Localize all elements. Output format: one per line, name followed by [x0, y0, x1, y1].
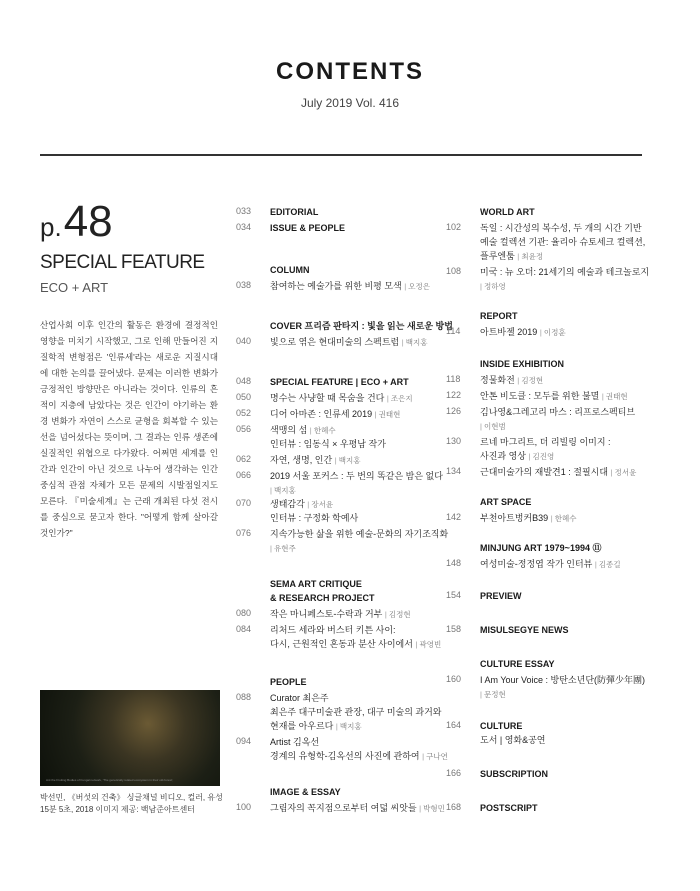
toc-page-number: 094 — [236, 736, 252, 746]
toc-author: | 유현주 — [270, 544, 296, 553]
photo-caption-line: 15분 5초, 2018 이미지 제공: 백남준아트센터 — [40, 805, 195, 814]
toc-section-heading: INSIDE EXHIBITION — [480, 359, 565, 369]
toc-page-number: 114 — [446, 326, 461, 336]
toc-entry-text — [480, 466, 656, 479]
toc-author: | 오정은 — [404, 282, 430, 291]
masthead — [0, 58, 700, 110]
toc-page-number: 088 — [236, 692, 252, 702]
toc-section-heading: ISSUE & PEOPLE — [270, 223, 346, 233]
toc-section-heading: PEOPLE — [270, 677, 307, 687]
toc-entry-text — [480, 374, 656, 387]
toc-page-number: 066 — [236, 470, 252, 480]
toc-author: | 권태현 — [375, 410, 401, 419]
toc-entry-title: 여성미술-정정엽 작가 인터뷰 — [480, 559, 593, 569]
toc-entry-title: 자연, 생명, 인간 — [270, 455, 333, 465]
toc-page-number: 062 — [236, 454, 252, 464]
toc-section-heading: COVER 프리즘 판타지 : 빛을 읽는 새로운 방법 — [270, 321, 453, 331]
issue-info: July 2019 Vol. 416 — [300, 96, 400, 110]
toc-entry-text — [480, 624, 656, 637]
toc-entry-text — [480, 658, 656, 671]
toc-author: | 김진영 — [529, 452, 555, 461]
toc-page-number: 033 — [236, 206, 252, 216]
toc-entry-title: 경계의 유형학-김옥선의 사진에 관하여 — [270, 751, 420, 761]
toc-entry-text — [270, 786, 464, 799]
toc-page-number: 166 — [446, 768, 462, 778]
toc-entry-text — [270, 438, 464, 451]
toc-author: | 백지홍 — [270, 486, 296, 495]
toc-section-heading: SUBSCRIPTION — [480, 769, 549, 779]
toc-entry-title: 인터뷰 : 구정화 학예사 — [270, 513, 359, 523]
toc-section-heading: WORLD ART — [480, 207, 535, 217]
toc-entry-title: 부천아트벙커B39 — [480, 513, 549, 523]
toc-entry-title: 참여하는 예술가를 위한 비평 모색 — [270, 281, 402, 291]
toc-entry-text — [480, 436, 656, 449]
toc-author: | 김정현 — [385, 610, 411, 619]
toc-entry-text — [480, 250, 656, 263]
toc-author: | 장서윤 — [307, 500, 333, 509]
toc-author: | 이정훈 — [540, 328, 566, 337]
toc-page-number: 164 — [446, 720, 462, 730]
toc-entry-title: 정물화전 — [480, 375, 515, 385]
toc-page-number: 126 — [446, 406, 462, 416]
toc-entry-text — [480, 390, 656, 403]
toc-entry-title: 아트바젤 2019 — [480, 327, 538, 337]
toc-author: | 한혜수 — [551, 514, 577, 523]
toc-entry-text — [480, 734, 656, 747]
toc-page-number: 052 — [236, 408, 252, 418]
toc-entry-title: 플루엔툼 — [480, 251, 515, 261]
feature-photo — [40, 690, 220, 786]
toc-entry-text — [480, 768, 656, 781]
toc-entry-text — [480, 206, 656, 219]
toc-entry-text — [480, 266, 656, 279]
toc-author: | 곽영빈 — [415, 640, 441, 649]
toc-author: | 김종길 — [595, 560, 621, 569]
feature-title: SPECIAL FEATURE — [40, 252, 205, 273]
toc-page-number: 034 — [236, 222, 252, 232]
toc-entry-text — [480, 450, 656, 463]
toc-entry-text — [480, 406, 656, 419]
toc-entry-title: 현재를 아우르다 — [270, 721, 334, 731]
toc-entry-text — [270, 638, 464, 651]
toc-author: | 정하영 — [480, 282, 506, 291]
toc-entry-text — [480, 542, 656, 555]
toc-entry-title: 근대미술가의 재발견1 : 절필시대 — [480, 467, 609, 477]
toc-entry-text — [480, 420, 656, 433]
toc-entry-title: 리처드 세라와 버스터 키튼 사이: — [270, 625, 396, 635]
toc-page-number: 130 — [446, 436, 462, 446]
toc-page-number: 108 — [446, 266, 462, 276]
toc-entry-title: 빛으로 엮은 현대미술의 스펙트럼 — [270, 337, 400, 347]
toc-entry-text — [270, 280, 464, 293]
toc-author: | 한혜수 — [310, 426, 336, 435]
toc-entry-text — [270, 706, 464, 719]
toc-entry-title: 색맹의 섬 — [270, 425, 308, 435]
toc-entry-text — [480, 558, 656, 571]
toc-entry-title: 르네 마그리트, 더 리빌링 이미지 : — [480, 437, 611, 447]
toc-entry-title: 김나영&그레고리 마스 : 리프로스펙티브 — [480, 407, 636, 417]
toc-entry-title: 작은 마니페스토-수락과 거부 — [270, 609, 383, 619]
toc-page-number: 040 — [236, 336, 252, 346]
toc-entry-text — [480, 326, 656, 339]
toc-entry-text — [270, 692, 464, 705]
toc-entry-text — [270, 424, 464, 437]
toc-section-heading: MINJUNG ART 1979~1994 ⑪ — [480, 543, 602, 553]
toc-entry-text — [270, 454, 464, 467]
toc-entry-title: 안톤 비도클 : 모두를 위한 불멸 — [480, 391, 600, 401]
toc-entry-title: 도서 | 영화&공연 — [480, 735, 546, 745]
toc-page-number: 070 — [236, 498, 252, 508]
toc-entry-text — [270, 264, 464, 277]
toc-entry-text — [270, 408, 464, 421]
toc-author: | 구나연 — [422, 752, 448, 761]
toc-entry-text — [270, 736, 464, 749]
toc-page-number: 080 — [236, 608, 252, 618]
toc-entry-text — [270, 542, 464, 555]
toc-page-number: 102 — [446, 222, 462, 232]
contents-title: CONTENTS — [276, 58, 424, 85]
toc-author: | 김정현 — [517, 376, 543, 385]
toc-entry-text — [270, 470, 464, 483]
photo-caption-line: 박선민, 《버섯의 건축》 싱글채널 비디오, 컬러, 유성 — [40, 793, 223, 802]
toc-author: | 백지홍 — [336, 722, 362, 731]
toc-entry-title: 그림자의 꼭지점으로부터 여덟 씨앗들 — [270, 803, 417, 813]
toc-entry-text — [480, 802, 656, 815]
toc-section-heading: EDITORIAL — [270, 207, 319, 217]
toc-entry-text — [480, 358, 656, 371]
toc-entry-text — [270, 336, 464, 349]
toc-page-number: 158 — [446, 624, 462, 634]
toc-entry-title: 생태감각 — [270, 499, 305, 509]
toc-entry-text — [270, 512, 464, 525]
header-divider — [40, 154, 642, 156]
toc-section-heading: REPORT — [480, 311, 518, 321]
photo-caption — [40, 792, 224, 816]
toc-entry-text — [480, 590, 656, 603]
toc-page-number: 160 — [446, 674, 462, 684]
feature-page-number — [40, 197, 218, 246]
toc-entry-text — [270, 206, 464, 219]
toc-entry-title: 예술 컬렉션 기관: 율리아 슈토세크 컬렉션, — [480, 237, 646, 247]
toc-entry-title: I Am Your Voice : 방탄소년단(防彈少年團) — [480, 675, 646, 685]
toc-entry-text — [480, 512, 656, 525]
toc-author: | 박형민 — [419, 804, 445, 813]
toc-section-heading: MISULSEGYE NEWS — [480, 625, 569, 635]
toc-page-number: 100 — [236, 802, 252, 812]
toc-entry-title: 2019 서울 포커스 : 두 번의 똑같은 밤은 없다 — [270, 471, 443, 481]
toc-entry-title: 디어 아마존 : 인류세 2019 — [270, 409, 373, 419]
toc-entry-text — [270, 802, 464, 815]
toc-section-heading: POSTSCRIPT — [480, 803, 538, 813]
toc-entry-text — [270, 720, 464, 733]
toc-entry-title: 사진과 영상 — [480, 451, 526, 461]
toc-author: | 최윤정 — [517, 252, 543, 261]
toc-author: | 문정현 — [480, 690, 506, 699]
toc-entry-text — [480, 280, 656, 293]
toc-entry-text — [270, 528, 464, 541]
toc-entry-title: 지속가능한 삶을 위한 예술-문화의 자기조직화 — [270, 529, 449, 539]
toc-author: | 이현범 — [480, 422, 506, 431]
toc-entry-text — [480, 496, 656, 509]
toc-entry-text — [270, 376, 464, 389]
toc-page-number: 148 — [446, 558, 462, 568]
toc-page-number: 122 — [446, 390, 462, 400]
page-prefix: p. — [40, 212, 62, 242]
toc-page-number: 154 — [446, 590, 462, 600]
toc-entry-text — [270, 578, 464, 591]
toc-author: | 조은지 — [387, 394, 413, 403]
toc-page-number: 076 — [236, 528, 252, 538]
toc-entry-text — [270, 320, 464, 333]
toc-author: | 정서윤 — [611, 468, 637, 477]
toc-entry-text — [270, 750, 464, 763]
toc-section-heading: ART SPACE — [480, 497, 532, 507]
toc-page-number: 048 — [236, 376, 252, 386]
toc-section-heading: SEMA ART CRITIQUE — [270, 579, 362, 589]
toc-section-heading: SPECIAL FEATURE | ECO + ART — [270, 377, 409, 387]
toc-entry-text — [270, 608, 464, 621]
toc-section-heading: PREVIEW — [480, 591, 522, 601]
toc-section-heading: CULTURE ESSAY — [480, 659, 555, 669]
toc-section-heading: COLUMN — [270, 265, 310, 275]
toc-entry-title: 미국 : 뉴 오더: 21세기의 예술과 테크놀로지 — [480, 267, 650, 277]
toc-section-heading: IMAGE & ESSAY — [270, 787, 341, 797]
photo-overlay-caption: Ant the Fruiting Bodies of Fungal network, 'The genetically related ecosystem in their old-forest', — [46, 778, 174, 782]
toc-page-number: 050 — [236, 392, 252, 402]
toc-page-number: 038 — [236, 280, 252, 290]
page-value: 48 — [63, 197, 113, 246]
toc-page-number: 134 — [446, 466, 462, 476]
toc-entry-text — [270, 498, 464, 511]
toc-section-heading: & RESEARCH PROJECT — [270, 593, 375, 603]
toc-entry-text — [480, 720, 656, 733]
toc-entry-title: 최은주 대구미술관 관장, 대구 미술의 과거와 — [270, 707, 442, 717]
toc-page-number: 118 — [446, 374, 461, 384]
toc-entry-title: 명수는 사냥할 때 목숨을 건다 — [270, 393, 385, 403]
feature-subtitle: ECO + ART — [40, 280, 109, 295]
toc-page-number: 142 — [446, 512, 462, 522]
toc-entry-title: Artist 김옥선 — [270, 737, 320, 747]
toc-entry-text — [480, 688, 656, 701]
toc-entry-text — [270, 624, 464, 637]
toc-entry-text — [270, 484, 464, 497]
toc-entry-text — [480, 236, 656, 249]
toc-entry-text — [480, 674, 656, 687]
toc-entry-text — [480, 310, 656, 323]
toc-entry-title: 인터뷰 : 임동식 × 우평남 작가 — [270, 439, 386, 449]
toc-section-heading: CULTURE — [480, 721, 523, 731]
toc-entry-text — [270, 392, 464, 405]
feature-description: 산업사회 이후 인간의 활동은 환경에 결정적인 영향을 미치기 시작했고, 그로 인해 만들어진 지질학적 변형점은 '인류세'라는 새로운 지질시대에 대한 논의를 끌어냈다. 문제는 이러한 변화가 긍정적인 방향만은 아니라는 것이다. 인류의 흔적이 지층에 남았다는 것은 인간이 야기하는 환경 변화가 자연이 스스로 균형을 회복할 수 있는 선을 넘어섰다는 뜻이며, 그 결과는 인류 생존에 실질적인 위협으로 다가왔다. 어쩌면 세계를 인간과 인간이 아닌 것으로 나누어 생각하는 인간중심적 관점 자체가 모든 문제의 시발점일지도 모른다. 『미술세계』는 근래 개최된 다섯 전시를 중심으로 묻고자 한다. "어떻게 함께 살아갈 것인가?" — [40, 320, 218, 538]
toc-author: | 백지홍 — [402, 338, 428, 347]
toc-page-number: 056 — [236, 424, 252, 434]
toc-entry-title: Curator 최은주 — [270, 693, 329, 703]
toc-entry-title: 다시, 근원적인 혼동과 분산 사이에서 — [270, 639, 413, 649]
toc-page-number: 084 — [236, 624, 252, 634]
toc-page-number: 168 — [446, 802, 462, 812]
toc-author: | 백지홍 — [335, 456, 361, 465]
toc-entry-text — [480, 222, 656, 235]
toc-author: | 권태현 — [602, 392, 628, 401]
toc-entry-text — [270, 222, 464, 235]
toc-entry-text — [270, 676, 464, 689]
toc-entry-title: 독일 : 시간성의 복수성, 두 개의 시간 기반 — [480, 223, 642, 233]
toc-entry-text — [270, 592, 464, 605]
feature-panel — [40, 197, 218, 541]
